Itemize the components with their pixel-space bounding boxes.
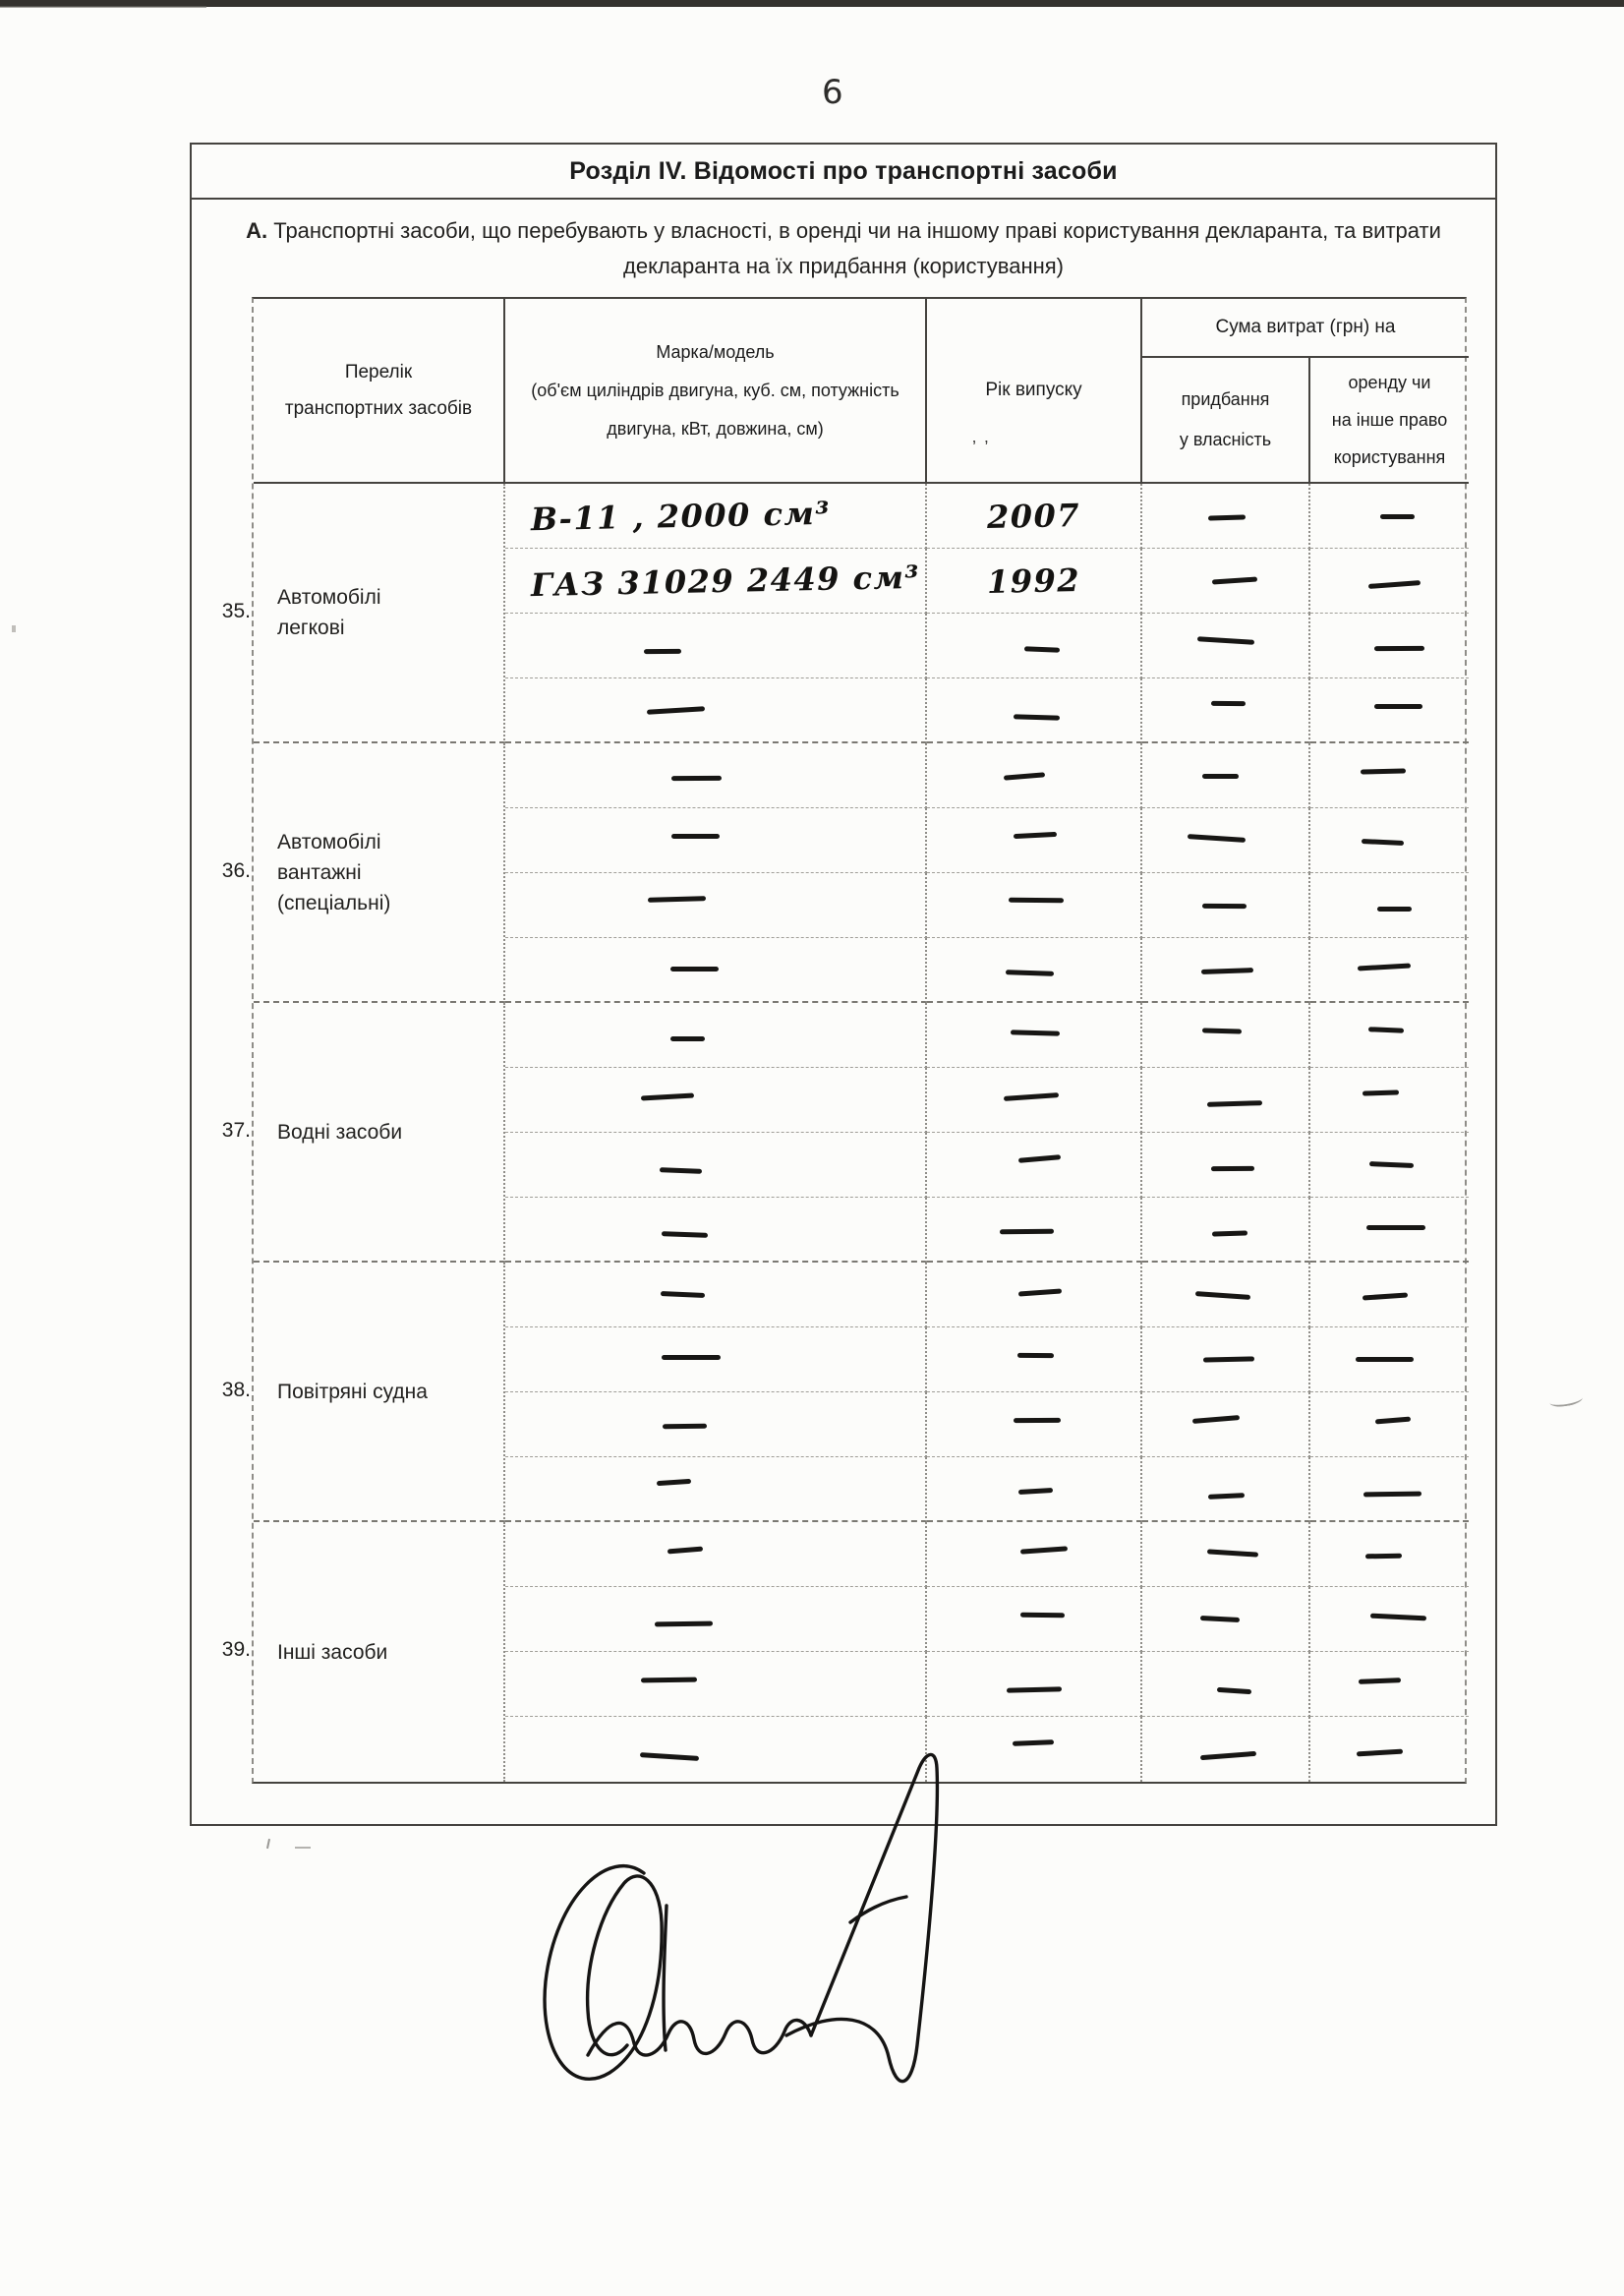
dash-mark — [1357, 963, 1410, 971]
dash-mark — [1199, 1616, 1239, 1622]
cell-purchase — [1142, 1652, 1310, 1717]
cell-purchase — [1142, 614, 1310, 678]
cell-model — [505, 1003, 927, 1068]
dash-mark — [1191, 1415, 1239, 1424]
cell-purchase — [1142, 1717, 1310, 1782]
dash-mark — [1196, 636, 1253, 645]
dash-mark — [1211, 577, 1256, 585]
scan-speck — [1548, 1391, 1583, 1408]
dash-mark — [1211, 1230, 1247, 1236]
cell-rent — [1310, 808, 1469, 873]
dash-mark — [1202, 774, 1239, 779]
dash-mark — [1206, 1549, 1257, 1557]
cell-rent — [1310, 743, 1469, 808]
section-number: 37. — [221, 1119, 251, 1142]
cell-purchase — [1142, 1522, 1310, 1587]
dash-mark — [1006, 970, 1054, 976]
scan-quote-marks: ’ ’ — [972, 438, 991, 457]
cell-model — [505, 1522, 927, 1587]
dash-mark — [647, 706, 705, 715]
cell-model — [505, 938, 927, 1003]
cell-rent — [1310, 1068, 1469, 1133]
dash-mark — [1020, 1613, 1065, 1619]
cell-year — [927, 1263, 1142, 1327]
cell-year — [927, 484, 1142, 549]
dash-mark — [1367, 1027, 1403, 1033]
cell-model — [505, 1587, 927, 1652]
cell-rent — [1310, 1392, 1469, 1457]
section-cell — [254, 1003, 505, 1263]
dash-mark — [1380, 514, 1415, 519]
dash-mark — [1363, 1089, 1399, 1095]
cell-year — [927, 1327, 1142, 1392]
dash-mark — [1012, 1739, 1053, 1746]
cell-rent — [1310, 1717, 1469, 1782]
dash-mark — [648, 896, 706, 903]
cell-purchase — [1142, 484, 1310, 549]
dash-mark — [641, 1678, 697, 1683]
header-costs-group: Сума витрат (грн) на — [1142, 299, 1469, 358]
cell-year — [927, 1003, 1142, 1068]
cell-year — [927, 1198, 1142, 1263]
cell-model — [505, 808, 927, 873]
dash-mark — [1370, 1614, 1426, 1621]
cell-model — [505, 1133, 927, 1198]
dash-mark — [1003, 772, 1044, 780]
cell-purchase — [1142, 1327, 1310, 1392]
dash-mark — [1013, 832, 1056, 839]
dash-mark — [1374, 1417, 1410, 1425]
dash-mark — [1377, 907, 1412, 912]
dash-mark — [1000, 1228, 1054, 1234]
cell-year — [927, 1457, 1142, 1522]
header-year: Рік випуску ’ ’ — [927, 299, 1142, 484]
cell-model — [505, 1198, 927, 1263]
scan-speck — [266, 1839, 270, 1849]
cell-model — [505, 1652, 927, 1717]
cell-year — [927, 1652, 1142, 1717]
header-rent: оренду чи на інше право користування — [1310, 358, 1469, 484]
dash-mark — [655, 1621, 713, 1627]
cell-rent — [1310, 1457, 1469, 1522]
cell-model — [505, 1327, 927, 1392]
cell-model — [505, 614, 927, 678]
cell-purchase — [1142, 808, 1310, 873]
dash-mark — [1018, 1154, 1061, 1163]
section-number: 39. — [221, 1638, 251, 1661]
cell-year — [927, 1392, 1142, 1457]
dash-mark — [643, 649, 680, 654]
dash-mark — [671, 834, 720, 839]
section-label: Автомобілі вантажні (спеціальні) — [277, 830, 391, 914]
dash-mark — [1208, 1493, 1245, 1500]
cell-rent — [1310, 1263, 1469, 1327]
cell-model — [505, 1457, 927, 1522]
cell-model — [505, 549, 927, 614]
cell-rent — [1310, 549, 1469, 614]
cell-rent — [1310, 873, 1469, 938]
cell-model — [505, 743, 927, 808]
dash-mark — [1018, 1487, 1053, 1494]
cell-rent — [1310, 1327, 1469, 1392]
subtitle-letter: А. — [246, 218, 268, 243]
section-cell — [254, 743, 505, 1003]
dash-mark — [1202, 904, 1247, 909]
dash-mark — [1017, 1288, 1061, 1296]
dash-mark — [1202, 1356, 1253, 1362]
dash-mark — [662, 1355, 721, 1360]
dash-mark — [1369, 1161, 1414, 1168]
dash-mark — [1359, 1678, 1401, 1684]
cell-purchase — [1142, 1198, 1310, 1263]
cell-model — [505, 873, 927, 938]
section-subtitle — [234, 213, 1453, 284]
section-label: Автомобілі легкові — [277, 586, 381, 639]
dash-mark — [1210, 1166, 1253, 1171]
dash-mark — [1217, 1687, 1251, 1694]
cell-year — [927, 743, 1142, 808]
section-number: 36. — [221, 859, 251, 882]
subtitle-text: Транспортні засоби, що перебувають у власності, в оренді чи на іншому праві користування декларанта, та витрати декларанта на їх придбання (користування) — [267, 218, 1441, 278]
cell-year — [927, 1133, 1142, 1198]
handwritten-text: В-11 , 2000 см³ — [530, 494, 832, 538]
cell-model — [505, 1263, 927, 1327]
cell-model — [505, 1068, 927, 1133]
cell-rent — [1310, 1652, 1469, 1717]
cell-purchase — [1142, 1263, 1310, 1327]
dash-mark — [662, 1231, 708, 1238]
header-model: Марка/модель (об'єм циліндрів двигуна, куб. см, потужність двигуна, кВт, довжина, см) — [505, 299, 927, 484]
dash-mark — [1374, 646, 1424, 651]
cell-rent — [1310, 938, 1469, 1003]
cell-year — [927, 1068, 1142, 1133]
cell-year — [927, 1522, 1142, 1587]
handwritten-text: 1992 — [986, 560, 1081, 601]
cell-year — [927, 808, 1142, 873]
dash-mark — [671, 776, 722, 781]
cell-rent — [1310, 484, 1469, 549]
form-box — [190, 143, 1497, 1826]
handwritten-text: ГАЗ 31029 2449 см³ — [530, 558, 921, 604]
cell-purchase — [1142, 1068, 1310, 1133]
dash-mark — [1194, 1291, 1249, 1300]
cell-year — [927, 873, 1142, 938]
scan-speck — [12, 625, 16, 632]
dash-mark — [1356, 1357, 1414, 1362]
dash-mark — [1374, 704, 1422, 709]
dash-mark — [670, 1036, 705, 1041]
dash-mark — [1206, 1100, 1261, 1107]
section-number: 38. — [221, 1379, 251, 1401]
cell-year — [927, 549, 1142, 614]
cell-rent — [1310, 1003, 1469, 1068]
cell-purchase — [1142, 678, 1310, 743]
section-label: Повітряні судна — [277, 1380, 428, 1403]
section-title: Розділ IV. Відомості про транспортні засоби — [192, 145, 1495, 200]
dash-mark — [660, 1167, 702, 1174]
cell-model — [505, 678, 927, 743]
cell-purchase — [1142, 938, 1310, 1003]
dash-mark — [1200, 1750, 1256, 1759]
cell-purchase — [1142, 1133, 1310, 1198]
page-number: 6 — [822, 73, 843, 112]
dash-mark — [1207, 514, 1245, 520]
cell-rent — [1310, 1198, 1469, 1263]
dash-mark — [1362, 839, 1404, 846]
dash-mark — [1188, 834, 1246, 843]
dash-mark — [1010, 1030, 1059, 1035]
header-purchase: придбання у власність — [1142, 358, 1310, 484]
dash-mark — [1362, 1292, 1407, 1300]
dash-mark — [1368, 580, 1421, 589]
dash-mark — [640, 1093, 693, 1101]
cell-rent — [1310, 1522, 1469, 1587]
dash-mark — [1003, 1092, 1058, 1101]
section-cell — [254, 1263, 505, 1522]
vehicles-table — [252, 297, 1467, 1784]
dash-mark — [1023, 646, 1059, 652]
dash-mark — [1017, 1353, 1054, 1358]
dash-mark — [670, 966, 719, 971]
section-label: Водні засоби — [277, 1120, 403, 1144]
dash-mark — [1019, 1546, 1067, 1554]
cell-year — [927, 678, 1142, 743]
dash-mark — [1014, 714, 1060, 720]
dash-mark — [1363, 1491, 1421, 1497]
cell-purchase — [1142, 1003, 1310, 1068]
cell-model — [505, 484, 927, 549]
dash-mark — [667, 1547, 702, 1555]
section-cell — [254, 484, 505, 743]
cell-purchase — [1142, 743, 1310, 808]
scan-speck — [295, 1847, 311, 1849]
dash-mark — [657, 1478, 691, 1485]
cell-year — [927, 938, 1142, 1003]
cell-rent — [1310, 614, 1469, 678]
header-vehicles-list: Перелік транспортних засобів — [254, 299, 505, 484]
scan-edge-artifact — [0, 0, 1624, 7]
handwritten-text: 2007 — [986, 496, 1081, 536]
dash-mark — [1211, 700, 1246, 705]
cell-purchase — [1142, 1587, 1310, 1652]
dash-mark — [1008, 898, 1063, 903]
dash-mark — [1006, 1686, 1061, 1692]
cell-year — [927, 1587, 1142, 1652]
cell-rent — [1310, 1587, 1469, 1652]
cell-purchase — [1142, 1457, 1310, 1522]
signature — [462, 1711, 1013, 2124]
cell-rent — [1310, 678, 1469, 743]
dash-mark — [663, 1424, 707, 1430]
cell-purchase — [1142, 1392, 1310, 1457]
cell-year — [927, 614, 1142, 678]
section-number: 35. — [221, 600, 251, 622]
section-label: Інші засоби — [277, 1640, 388, 1664]
dash-mark — [1201, 968, 1253, 974]
dash-mark — [1366, 1225, 1425, 1230]
dash-mark — [1360, 768, 1405, 774]
cell-rent — [1310, 1133, 1469, 1198]
dash-mark — [1013, 1418, 1060, 1423]
dash-mark — [1201, 1028, 1241, 1033]
cell-model — [505, 1392, 927, 1457]
dash-mark — [661, 1291, 705, 1298]
cell-purchase — [1142, 549, 1310, 614]
dash-mark — [1365, 1554, 1402, 1560]
cell-purchase — [1142, 873, 1310, 938]
dash-mark — [1357, 1748, 1403, 1756]
